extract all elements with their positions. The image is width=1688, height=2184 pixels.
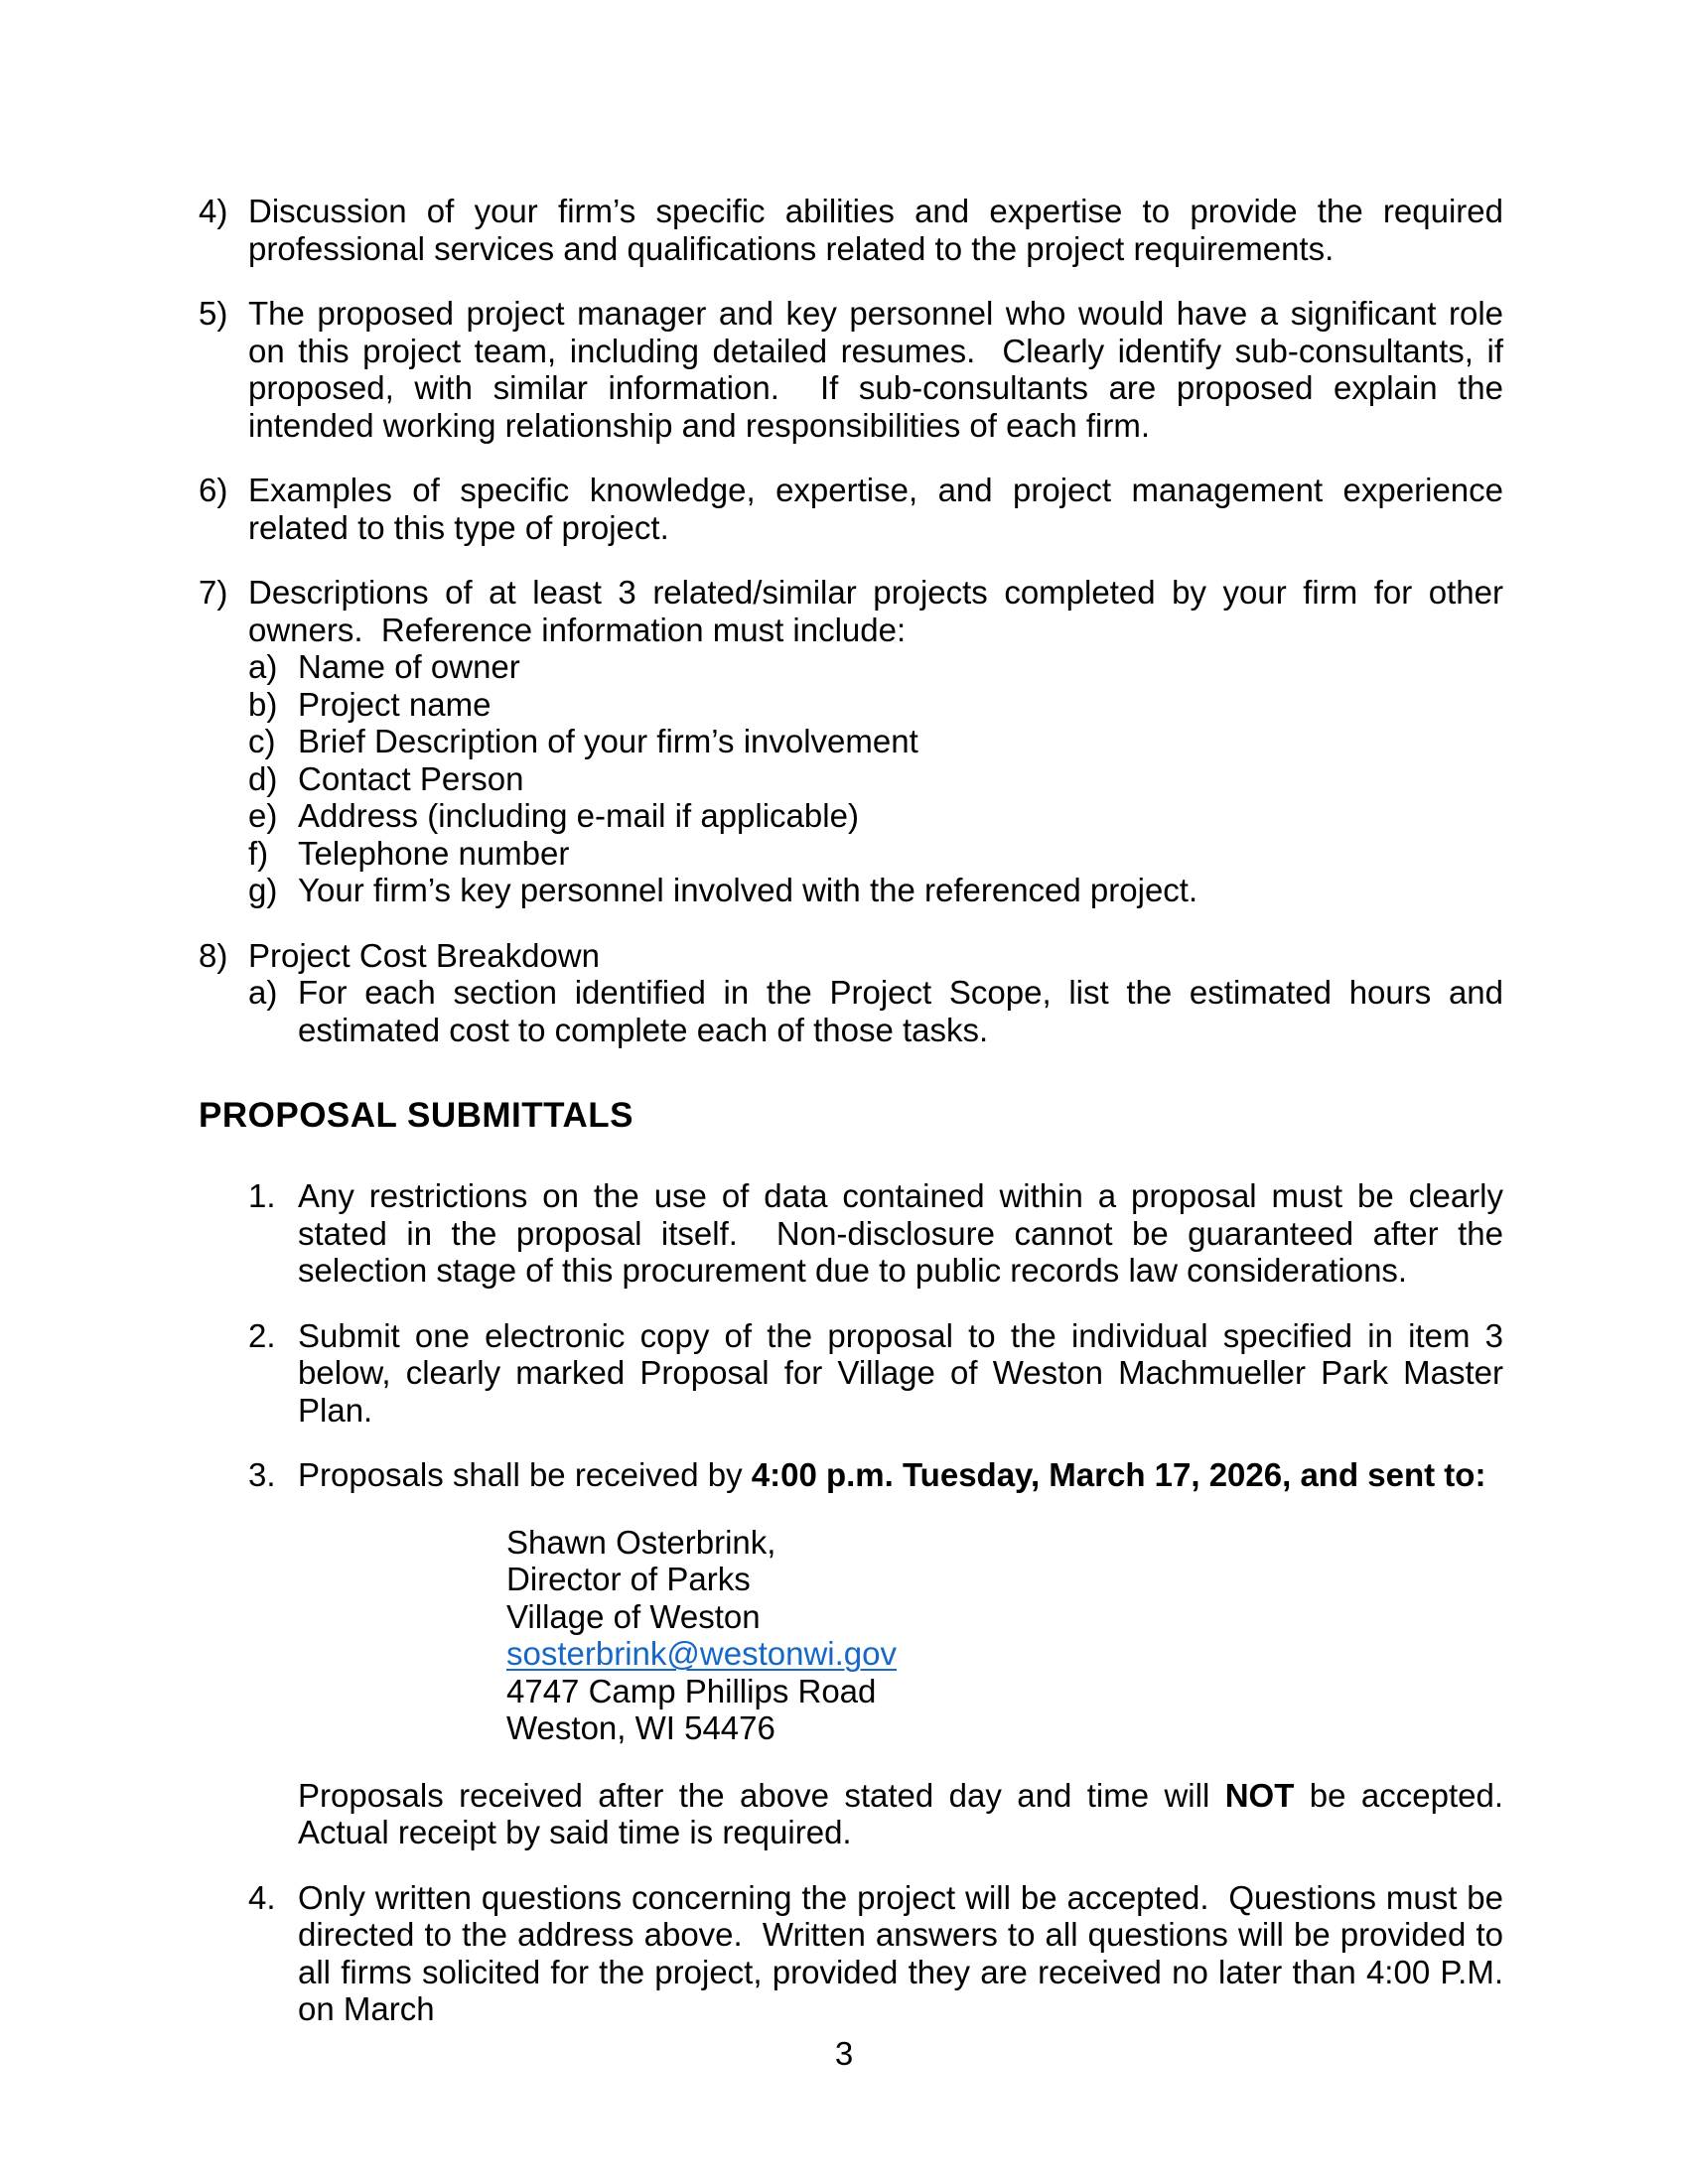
list-item (248, 1177, 1513, 1290)
list-item-number: 2. (248, 1316, 276, 1354)
late-receipt-prefix: Proposals received after the above stated day and time will (298, 1776, 1225, 1814)
late-receipt-not-bold: NOT (1224, 1776, 1295, 1814)
list-item-number: 4. (248, 1878, 276, 1916)
sublist-item (248, 974, 1513, 1048)
list-item (199, 574, 1513, 909)
contact-city: Weston, WI 54476 (506, 1709, 775, 1746)
sublist-item-letter: e) (248, 797, 278, 834)
sublist-item-text: Telephone number (298, 834, 570, 872)
sublist-item-letter: b) (248, 685, 278, 723)
list-item-content (248, 193, 1513, 267)
sublist-item-text: Brief Description of your firm’s involvement (298, 723, 918, 759)
sublist-item-text: Your firm’s key personnel involved with the referenced project. (298, 872, 1198, 908)
list-item (199, 936, 1513, 1049)
reference-sublist (248, 648, 1503, 909)
list-item-number: 5) (199, 295, 228, 332)
sublist-item (248, 835, 1503, 873)
sublist-item-letter: a) (248, 648, 278, 685)
list-item-text: Examples of specific knowledge, expertise, and project management experience related to this type of project. (248, 472, 1513, 546)
deadline-sentence-prefix: Proposals shall be received by (298, 1456, 752, 1493)
list-item-content (248, 936, 1513, 1049)
deadline-sentence (298, 1456, 1503, 1494)
contact-title: Director of Parks (506, 1561, 751, 1597)
sublist-item-letter: a) (248, 974, 278, 1011)
sublist-item-letter: c) (248, 723, 276, 759)
list-item-content (298, 1456, 1503, 1494)
list-item (199, 472, 1513, 546)
sublist-item (248, 797, 1503, 835)
contact-org: Village of Weston (506, 1597, 761, 1635)
sublist-item-text: Name of owner (298, 648, 520, 685)
list-item-number: 8) (199, 936, 228, 974)
list-item-text: Descriptions of at least 3 related/similar projects completed by your firm for other owners. Reference information must include: (248, 574, 1513, 648)
list-item-text: Submit one electronic copy of the proposal to the individual specified in item 3 below, clearly marked Proposal for Village of Weston Machmueller Park Master Plan. (298, 1316, 1513, 1429)
sublist-item-text: Project name (298, 685, 492, 723)
sublist-item (248, 686, 1503, 724)
list-item-number: 1. (248, 1177, 276, 1214)
sublist-item (248, 872, 1503, 909)
sublist-item (248, 723, 1503, 760)
list-item-text: Only written questions concerning the project will be accepted. Questions must be directed to the address above. Written answers to all questions will be provided to all firms solicited for the project, provided they are received no later than 4:00 P.M. on March (298, 1878, 1513, 2027)
list-item (248, 1316, 1513, 1430)
list-item (199, 193, 1513, 267)
deadline-date-bold: 4:00 p.m. Tuesday, March 17, 2026, and sent to: (751, 1456, 1486, 1493)
sublist-item (248, 648, 1503, 686)
list-item-number: 7) (199, 574, 228, 611)
contact-name: Shawn Osterbrink, (506, 1523, 776, 1561)
list-item (248, 1456, 1503, 1494)
list-item-number: 4) (199, 193, 228, 229)
list-item-text: Discussion of your firm’s specific abilities and expertise to provide the required professional services and qualifications related to the project requirements. (248, 193, 1513, 267)
list-item-number: 6) (199, 472, 228, 508)
list-item-number: 3. (248, 1456, 276, 1493)
contact-street: 4747 Camp Phillips Road (506, 1672, 877, 1709)
list-item (248, 1878, 1513, 2028)
list-item-content (298, 1316, 1513, 1430)
contact-email-link[interactable]: sosterbrink@westonwi.gov (506, 1635, 897, 1672)
list-item-content (248, 574, 1513, 909)
sublist-item-letter: d) (248, 759, 278, 797)
submittals-list (248, 1177, 1513, 1494)
sublist-item-letter: f) (248, 834, 269, 872)
late-receipt-text (298, 1776, 1522, 1851)
list-item (199, 295, 1513, 444)
list-item-content (248, 295, 1513, 444)
list-item-content (298, 1878, 1513, 2028)
list-item-text: Project Cost Breakdown (248, 936, 600, 974)
page-number: 3 (834, 2035, 854, 2072)
sublist-item-text: Contact Person (298, 759, 524, 797)
cost-breakdown-sublist (248, 974, 1513, 1048)
section-heading-proposal-submittals: PROPOSAL SUBMITTALS (199, 1096, 633, 1135)
list-item-content (298, 1177, 1513, 1290)
contact-email-line (506, 1635, 1503, 1673)
sublist-item-letter: g) (248, 872, 278, 908)
submittals-list-continued (248, 1878, 1513, 2028)
list-item-content (248, 472, 1513, 546)
contact-block (506, 1524, 1503, 1747)
late-receipt-notice (298, 1776, 1522, 1851)
sublist-item-text: Address (including e-mail if applicable) (298, 797, 859, 834)
sublist-item (248, 760, 1503, 798)
list-item-text: Any restrictions on the use of data contained within a proposal must be clearly stated in the proposal itself. Non-disclosure cannot be guaranteed after the selection stage of this procurement due to public records law considerations. (298, 1177, 1513, 1289)
late-receipt-suffix: be accepted. Actual receipt by said time is required. (298, 1776, 1522, 1850)
sublist-item-text: For each section identified in the Project Scope, list the estimated hours and estimated cost to complete each of those tasks. (298, 974, 1513, 1048)
list-item-text: The proposed project manager and key personnel who would have a significant role on this project team, including detailed resumes. Clearly identify sub-consultants, if proposed, with similar information. If sub-consultants are proposed explain the intended working relationship and responsibilities of each firm. (248, 295, 1513, 444)
